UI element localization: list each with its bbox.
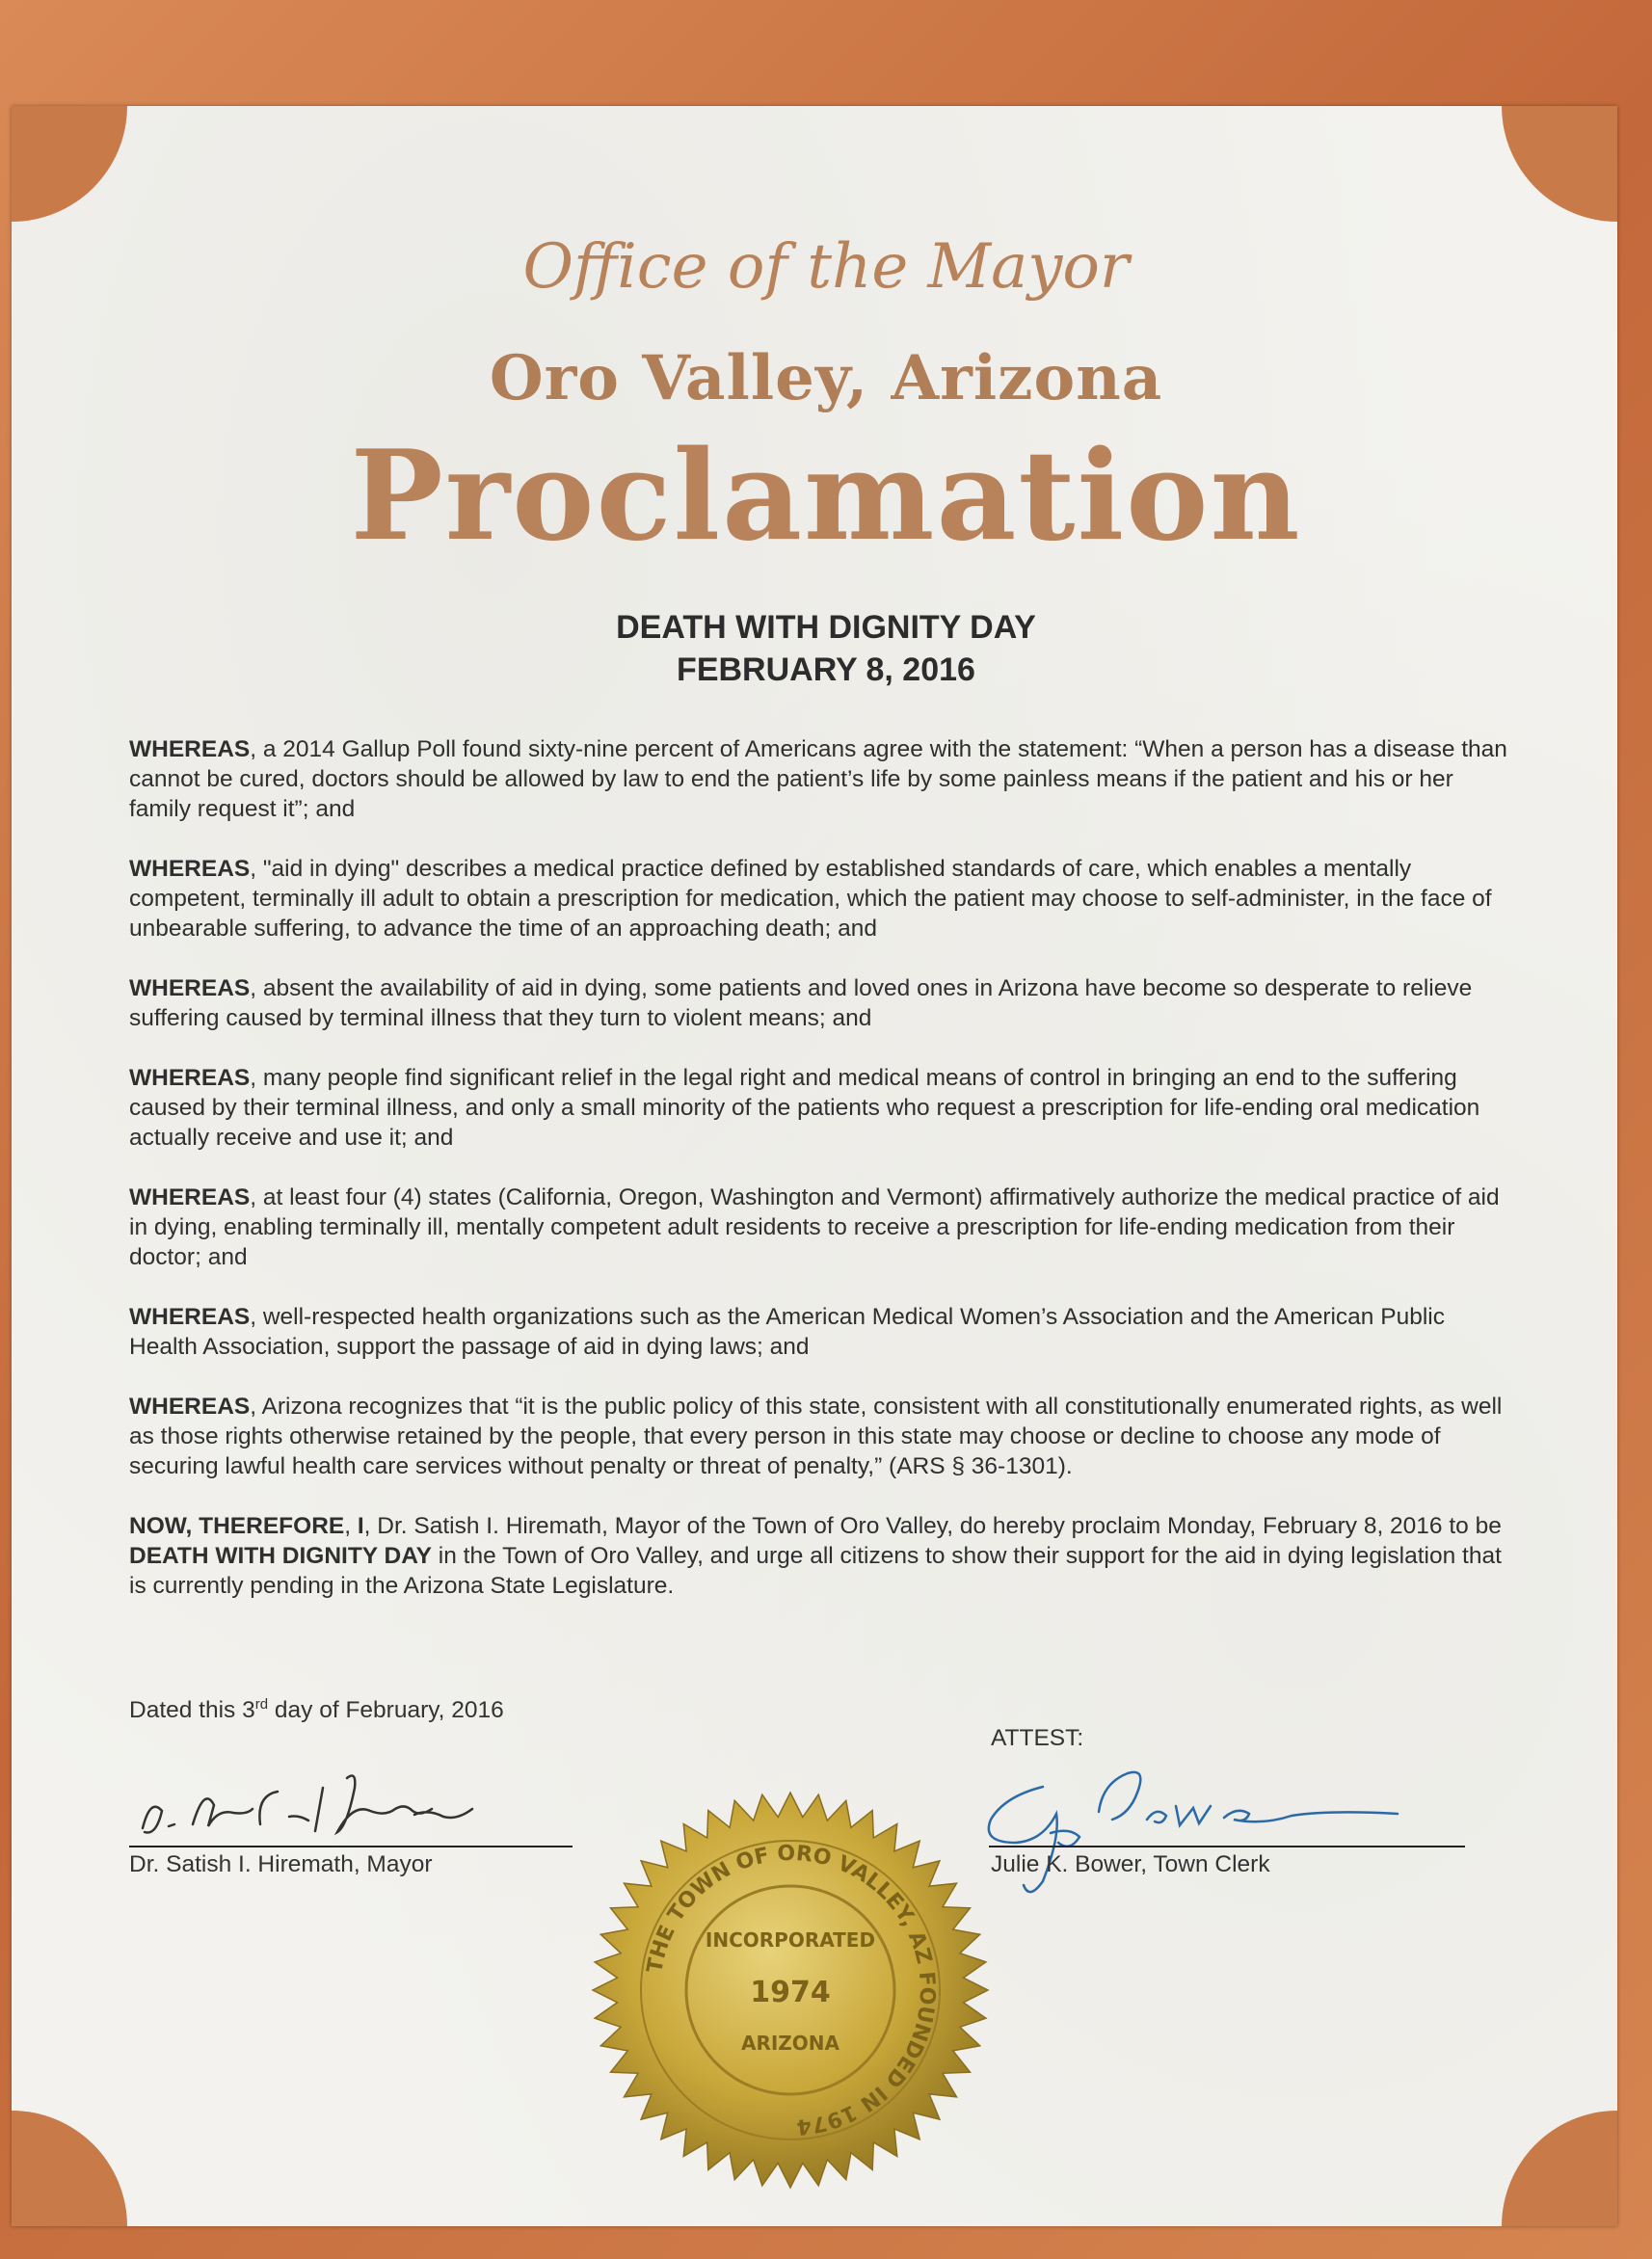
clerk-signature xyxy=(983,1764,1417,1899)
proclamation-body xyxy=(129,734,1517,1631)
corner-tab-bottom-right xyxy=(1502,2111,1617,2226)
mayor-signature-caption: Dr. Satish I. Hiremath, Mayor xyxy=(129,1851,433,1877)
mayor-signature xyxy=(125,1768,578,1855)
seal-outer-text: THE TOWN OF ORO VALLEY, AZ FOUNDED IN 1974 xyxy=(643,1841,940,2139)
office-heading: Office of the Mayor xyxy=(522,231,1130,303)
corner-tab-bottom-left xyxy=(12,2111,127,2226)
seal-year: 1974 xyxy=(750,1976,831,2009)
attest-label: ATTEST: xyxy=(991,1725,1084,1751)
proclamation-heading: Proclamation xyxy=(350,424,1302,569)
corner-tab-top-right xyxy=(1502,106,1617,222)
seal-inner-top-text: INCORPORATED xyxy=(705,1928,876,1952)
whereas-paragraph: WHEREAS, well-respected health organizations such as the American Medical Women’s Association and the American Public Health Association, support the passage of aid in dying laws; and xyxy=(129,1304,1445,1360)
corner-tab-top-left xyxy=(12,106,127,222)
whereas-paragraph: WHEREAS, "aid in dying" describes a medical practice defined by established standards of care, which enables a mentally competent, terminally ill adult to obtain a prescription for medication, which the patient may choose to self-administer, in the face of unbearable suffering, to advance the time of an approaching death; and xyxy=(129,856,1492,942)
mayor-signature-line xyxy=(129,1846,573,1847)
whereas-paragraph: WHEREAS, many people find significant relief in the legal right and medical means of control in bringing an end to the suffering caused by their terminal illness, and only a small minority of the patients who request a prescription for life-ending oral medication actually receive and use it; and xyxy=(129,1065,1480,1151)
title-line-1: DEATH WITH DIGNITY DAY xyxy=(616,609,1036,646)
whereas-paragraph: WHEREAS, a 2014 Gallup Poll found sixty-nine percent of Americans agree with the statement: “When a person has a disease than cannot be cured, doctors should be allowed by law to end the patient’s life by some painless means if the patient and his or her family request it”; and xyxy=(129,736,1507,822)
seal-inner-bottom-text: ARIZONA xyxy=(740,2032,840,2055)
gold-town-seal xyxy=(588,1788,993,2193)
title-line-2: FEBRUARY 8, 2016 xyxy=(677,651,975,688)
whereas-paragraph: WHEREAS, Arizona recognizes that “it is the public policy of this state, consistent with all constitutionally enumerated rights, as well as those rights otherwise retained by the people, that every person in this state may choose or decline to choose any mode of securing lawful health care services without penalty or threat of penalty,” (ARS § 36-1301). xyxy=(129,1394,1503,1479)
now-therefore-paragraph: NOW, THEREFORE, I, Dr. Satish I. Hiremath, Mayor of the Town of Oro Valley, do hereby proclaim Monday, February 8, 2016 to be DEATH WITH DIGNITY DAY in the Town of Oro Valley, and urge all citizens to show their support for the aid in dying legislation that is currently pending in the Arizona State Legislature. xyxy=(129,1513,1502,1599)
town-heading: Oro Valley, Arizona xyxy=(489,342,1163,414)
dated-line: Dated this 3rd day of February, 2016 xyxy=(129,1696,504,1724)
clerk-signature-caption: Julie K. Bower, Town Clerk xyxy=(991,1851,1270,1877)
whereas-paragraph: WHEREAS, at least four (4) states (California, Oregon, Washington and Vermont) affirmatively authorize the medical practice of aid in dying, enabling terminally ill, mentally competent adult residents to receive a prescription for life-ending medication from their doctor; and xyxy=(129,1184,1500,1270)
clerk-signature-line xyxy=(989,1846,1465,1847)
whereas-paragraph: WHEREAS, absent the availability of aid in dying, some patients and loved ones in Arizona have become so desperate to relieve suffering caused by terminal illness that they turn to violent means; and xyxy=(129,975,1473,1031)
